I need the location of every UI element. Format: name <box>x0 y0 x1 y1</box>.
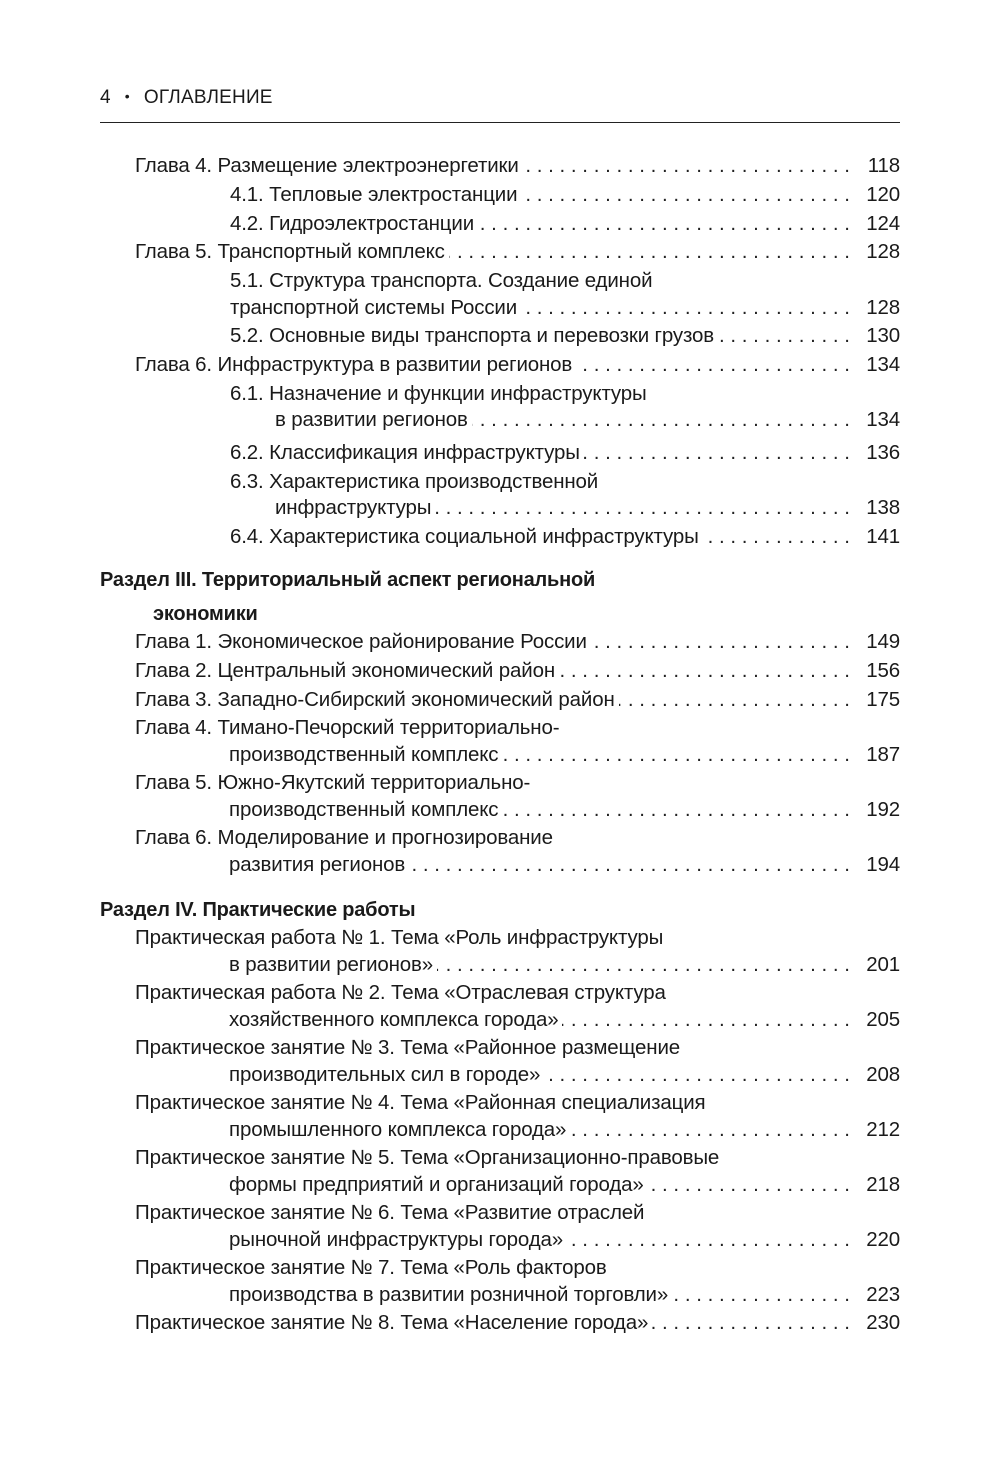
toc-entry-continuation[interactable]: производительных сил в городе» . . . 208 <box>229 1061 900 1089</box>
page-ref: 212 <box>866 1118 900 1141</box>
page-ref: 230 <box>866 1311 900 1334</box>
section-title-continuation: экономики <box>153 603 258 625</box>
dot-leader <box>562 1006 850 1034</box>
page-ref: 120 <box>866 183 900 206</box>
page-ref: 201 <box>866 953 900 976</box>
toc-entry[interactable]: Практическое занятие № 3. Тема «Районное размещение <box>135 1036 681 1059</box>
toc-entry[interactable]: 4.2. Гидроэлектростанции . . . 124 <box>230 210 900 238</box>
dot-leader <box>576 351 850 379</box>
running-header <box>100 84 273 110</box>
page-number: 4 <box>100 87 111 108</box>
toc-entry[interactable]: Глава 3. Западно-Сибирский экономический район . . . 175 <box>135 686 900 714</box>
dot-leader <box>559 657 850 685</box>
toc-entry-continuation[interactable]: в развитии регионов . . . 134 <box>275 406 900 434</box>
page-ref: 218 <box>866 1173 900 1196</box>
dot-leader <box>584 439 850 467</box>
toc-entry[interactable]: Глава 1. Экономическое районирование России . . . 149 <box>135 628 900 656</box>
dot-leader <box>435 494 850 522</box>
toc-entry[interactable]: 5.2. Основные виды транспорта и перевозки грузов . . . 130 <box>230 322 900 350</box>
toc-entry[interactable]: Практическое занятие № 4. Тема «Районная специализация <box>135 1091 706 1114</box>
toc-entry[interactable]: Глава 5. Транспортный комплекс . . . 128 <box>135 238 900 266</box>
toc-entry[interactable]: Глава 6. Инфраструктура в развитии регионов . . . 134 <box>135 351 900 379</box>
dot-leader <box>502 741 850 769</box>
toc-entry-continuation[interactable]: в развитии регионов» . . . 201 <box>229 951 900 979</box>
page-ref: 208 <box>866 1063 900 1086</box>
page-ref: 134 <box>866 408 900 431</box>
bullet-separator: • <box>124 88 130 104</box>
section-title[interactable]: Раздел IV. Практические работы <box>100 899 416 921</box>
toc-entry-continuation[interactable]: производственный комплекс . . . 187 <box>229 741 900 769</box>
toc-entry-continuation[interactable]: формы предприятий и организаций города» . . . 218 <box>229 1171 900 1199</box>
dot-leader <box>619 686 850 714</box>
dot-leader <box>567 1226 850 1254</box>
dot-leader <box>703 523 850 551</box>
dot-leader <box>570 1116 850 1144</box>
page-ref: 149 <box>866 630 900 653</box>
dot-leader <box>409 851 850 879</box>
dot-leader <box>449 238 850 266</box>
running-title: ОГЛАВЛЕНИЕ <box>143 87 273 108</box>
toc-entry[interactable]: Глава 4. Размещение электроэнергетики . . . 118 <box>135 152 900 180</box>
toc-entry-continuation[interactable]: инфраструктуры . . . 138 <box>275 494 900 522</box>
toc-entry[interactable]: Практическое занятие № 6. Тема «Развитие отраслей <box>135 1201 645 1224</box>
toc-entry-continuation[interactable]: хозяйственного комплекса города» . . . 205 <box>229 1006 900 1034</box>
page-ref: 175 <box>866 688 900 711</box>
dot-leader <box>648 1171 850 1199</box>
toc-entry[interactable]: Практическое занятие № 5. Тема «Организационно-правовые <box>135 1146 720 1169</box>
toc-entry[interactable]: 6.3. Характеристика производственной <box>230 470 599 493</box>
dot-leader <box>478 210 850 238</box>
toc-entry-continuation[interactable]: развития регионов . . . 194 <box>229 851 900 879</box>
dot-leader <box>544 1061 850 1089</box>
page-ref: 220 <box>866 1228 900 1251</box>
dot-leader <box>502 796 850 824</box>
section-title[interactable]: Раздел III. Территориальный аспект региональной <box>100 569 596 591</box>
toc-entry[interactable]: 4.1. Тепловые электростанции . . . 120 <box>230 181 900 209</box>
page-ref: 223 <box>866 1283 900 1306</box>
toc-entry[interactable]: Глава 6. Моделирование и прогнозирование <box>135 826 553 849</box>
page-ref: 156 <box>866 659 900 682</box>
toc-entry-continuation[interactable]: транспортной системы России . . . 128 <box>230 294 900 322</box>
page-ref: 130 <box>866 324 900 347</box>
toc-entry[interactable]: Глава 5. Южно-Якутский территориально- <box>135 771 531 794</box>
toc-entry[interactable]: 6.2. Классификация инфраструктуры . . . 136 <box>230 439 900 467</box>
page-ref: 205 <box>866 1008 900 1031</box>
page-ref: 136 <box>866 441 900 464</box>
toc-entry[interactable]: Глава 2. Центральный экономический район . . . 156 <box>135 657 900 685</box>
page-ref: 128 <box>866 240 900 263</box>
toc-entry[interactable]: Глава 4. Тимано-Печорский территориально- <box>135 716 560 739</box>
toc-entry[interactable]: 5.1. Структура транспорта. Создание единой <box>230 269 653 292</box>
page-ref: 194 <box>866 853 900 876</box>
page-ref: 192 <box>866 798 900 821</box>
dot-leader <box>472 406 850 434</box>
dot-leader <box>523 152 850 180</box>
dot-leader <box>652 1309 850 1337</box>
toc-entry-continuation[interactable]: производственный комплекс . . . 192 <box>229 796 900 824</box>
dot-leader <box>672 1281 850 1309</box>
dot-leader <box>521 181 850 209</box>
toc-entry[interactable]: Практическая работа № 2. Тема «Отраслевая структура <box>135 981 666 1004</box>
page-ref: 118 <box>867 154 900 177</box>
page-ref: 138 <box>866 496 900 519</box>
toc-entry-continuation[interactable]: производства в развитии розничной торговли» . . . 223 <box>229 1281 900 1309</box>
dot-leader <box>437 951 850 979</box>
page-ref: 124 <box>866 212 900 235</box>
toc-entry-continuation[interactable]: рыночной инфраструктуры города» . . . 220 <box>229 1226 900 1254</box>
page-ref: 187 <box>866 743 900 766</box>
dot-leader <box>591 628 850 656</box>
toc-entry[interactable]: Практическое занятие № 8. Тема «Население города» . . . 230 <box>135 1309 900 1337</box>
toc-entry[interactable]: Практическая работа № 1. Тема «Роль инфраструктуры <box>135 926 664 949</box>
page-ref: 141 <box>866 525 900 548</box>
dot-leader <box>521 294 850 322</box>
page-ref: 134 <box>866 353 900 376</box>
toc-entry[interactable]: 6.1. Назначение и функции инфраструктуры <box>230 382 647 405</box>
toc-entry-continuation[interactable]: промышленного комплекса города» . . . 212 <box>229 1116 900 1144</box>
page-ref: 128 <box>866 296 900 319</box>
dot-leader <box>718 322 850 350</box>
toc-entry[interactable]: Практическое занятие № 7. Тема «Роль факторов <box>135 1256 607 1279</box>
toc-entry[interactable]: 6.4. Характеристика социальной инфраструктуры . . . 141 <box>230 523 900 551</box>
header-rule <box>100 122 900 123</box>
